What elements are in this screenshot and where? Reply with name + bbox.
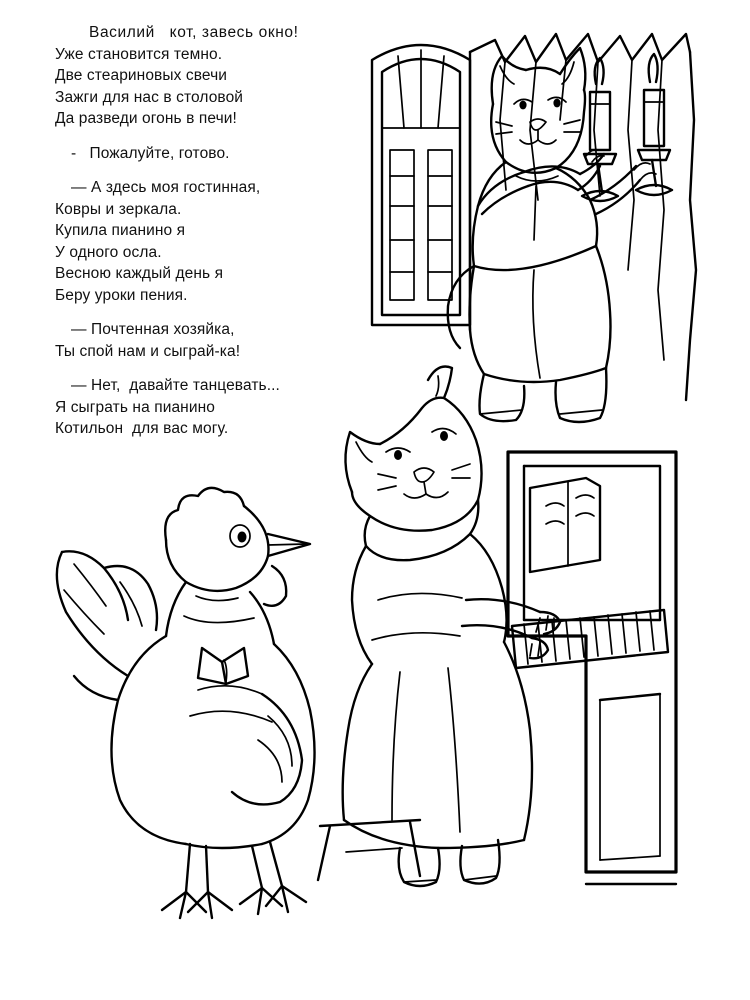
poem-stanza <box>55 22 385 130</box>
poem-stanza <box>55 375 385 440</box>
poem-line: Ты спой нам и сыграй-ка! <box>55 342 241 360</box>
poem-line: — Почтенная хозяйка, <box>71 321 235 338</box>
curtain <box>470 34 696 400</box>
poem-line: Весною каждый день я <box>55 265 224 282</box>
cat-pianist <box>343 367 560 887</box>
piano-stool <box>318 820 420 880</box>
poem-text <box>55 22 385 440</box>
poem-line: Ковры и зеркала. <box>55 200 182 218</box>
poem-line: — Нет, давайте танцевать... <box>71 377 280 394</box>
poem-line: Зажги для нас в столовой <box>55 88 244 106</box>
piano <box>508 452 676 884</box>
poem-line: — А здесь моя гостинная, <box>71 179 261 196</box>
window <box>372 45 470 325</box>
poem-line: Две стеариновых свечи <box>55 67 228 84</box>
poem-line: У одного осла. <box>55 243 162 261</box>
rooster <box>57 488 315 918</box>
candle-right <box>636 54 672 195</box>
cat-with-candles <box>448 48 656 422</box>
poem-line: - Пожалуйте, готово. <box>71 144 230 162</box>
poem-line: Котильон для вас могу. <box>55 420 229 437</box>
poem-stanza <box>55 143 385 165</box>
poem-line: Василий кот, завесь окно! <box>89 24 299 41</box>
poem-line: Да разведи огонь в печи! <box>55 110 237 127</box>
poem-line: Беру уроки пения. <box>55 286 188 304</box>
candle-left <box>582 58 618 201</box>
poem-line: Я сыграть на пианино <box>55 398 215 416</box>
poem-line: Купила пианино я <box>55 222 186 239</box>
poem-line: Уже становится темно. <box>55 45 223 63</box>
poem-stanza <box>55 177 385 306</box>
poem-stanza <box>55 319 385 362</box>
